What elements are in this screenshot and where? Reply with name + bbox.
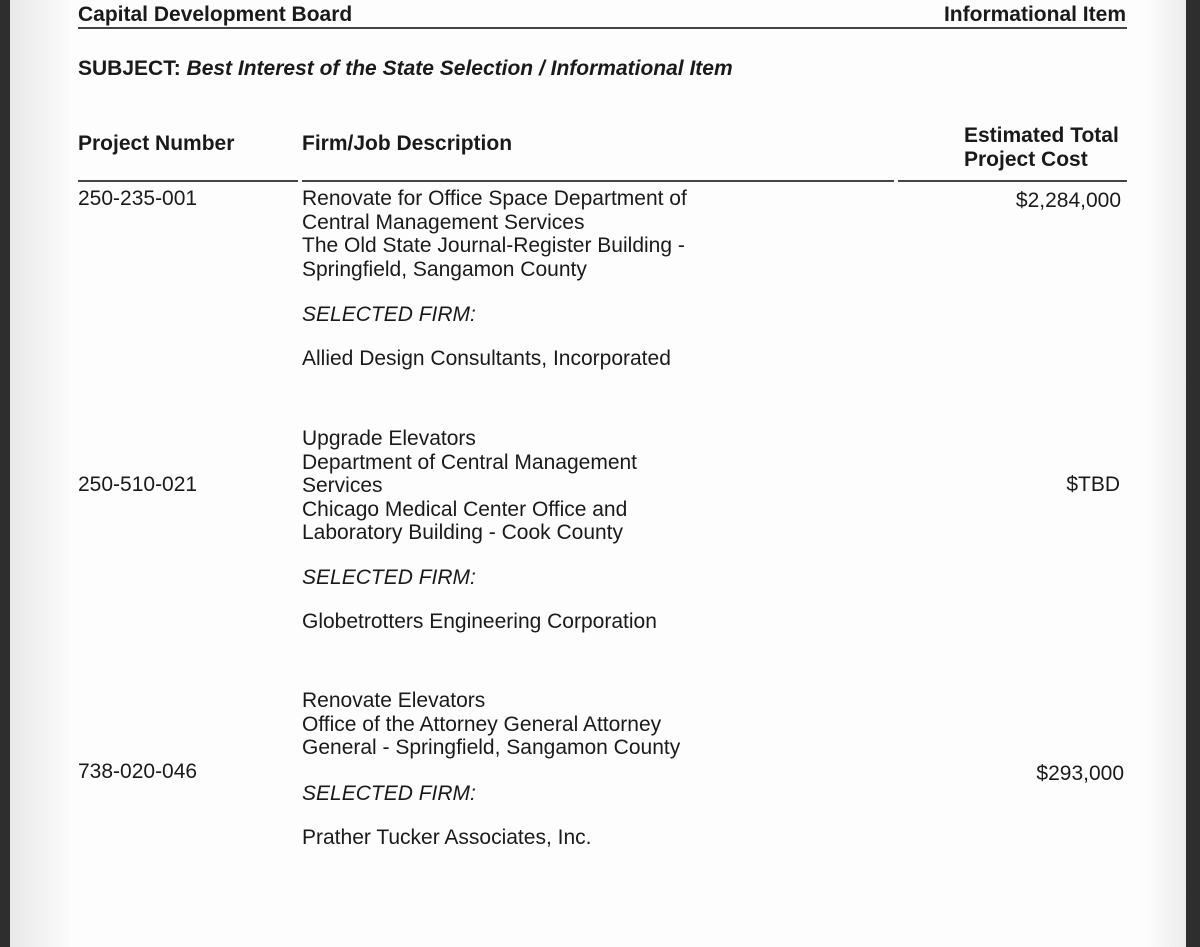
column-header-cost — [964, 124, 1119, 172]
page-shadow-left — [10, 0, 70, 947]
column-header-cost-line1: Estimated Total — [964, 124, 1119, 147]
subject-text: Best Interest of the State Selection / Informational Item — [186, 57, 733, 80]
column-header-description: Firm/Job Description — [302, 132, 513, 155]
description-line: Renovate for Office Space Department of — [302, 187, 687, 210]
page-shadow-right — [1146, 0, 1186, 947]
project-description — [302, 427, 637, 545]
description-line: Central Management Services — [302, 210, 585, 234]
description-line: General - Springfield, Sangamon County — [302, 736, 681, 759]
column-header-cost-line2: Project Cost — [964, 148, 1088, 171]
project-number: 250-235-001 — [78, 187, 198, 210]
description-line: Chicago Medical Center Office and — [302, 497, 628, 521]
selected-firm-name: Globetrotters Engineering Corporation — [302, 610, 657, 633]
project-number: 738-020-046 — [78, 760, 198, 783]
header-rule — [78, 27, 1127, 29]
subject-line — [78, 57, 733, 81]
document-page — [10, 0, 1186, 947]
description-line: Laboratory Building - Cook County — [302, 521, 624, 544]
column-rule-description — [302, 180, 894, 182]
column-header-project-number: Project Number — [78, 132, 235, 155]
description-line: Upgrade Elevators — [302, 427, 476, 450]
column-rule-project-number — [78, 180, 298, 182]
header-organization: Capital Development Board — [78, 3, 353, 26]
selected-firm-label: SELECTED FIRM: — [302, 782, 476, 805]
selected-firm-label: SELECTED FIRM: — [302, 303, 476, 326]
project-description — [302, 689, 680, 760]
description-line: Renovate Elevators — [302, 689, 486, 712]
description-line: The Old State Journal-Register Building - — [302, 234, 685, 257]
description-line: Springfield, Sangamon County — [302, 257, 587, 281]
description-line: Department of Central Management — [302, 450, 638, 474]
subject-label: SUBJECT: — [78, 57, 181, 80]
selected-firm-name: Prather Tucker Associates, Inc. — [302, 826, 592, 849]
project-cost: $2,284,000 — [1015, 189, 1121, 212]
column-rule-cost — [898, 180, 1127, 182]
project-description — [302, 187, 687, 281]
project-cost: $TBD — [1066, 473, 1120, 496]
header-item-type: Informational Item — [943, 3, 1126, 26]
project-cost: $293,000 — [1036, 762, 1124, 785]
description-line: Services — [302, 474, 383, 497]
description-line: Office of the Attorney General Attorney — [302, 712, 662, 736]
selected-firm-label: SELECTED FIRM: — [302, 566, 476, 589]
selected-firm-name: Allied Design Consultants, Incorporated — [302, 347, 671, 370]
project-number: 250-510-021 — [78, 473, 198, 496]
